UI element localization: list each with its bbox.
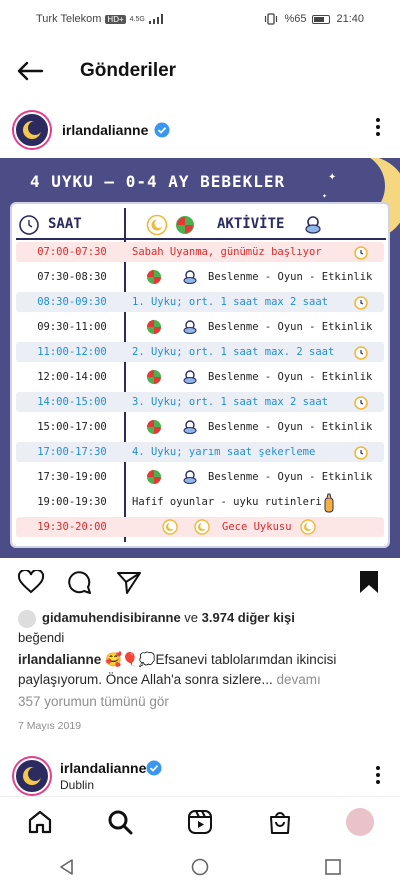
- pacifier-icon: [182, 269, 198, 285]
- moon-badge-icon: [146, 214, 168, 236]
- battery-icon: [312, 15, 330, 24]
- system-back-icon[interactable]: [58, 858, 76, 876]
- pacifier-icon: [182, 319, 198, 335]
- carrier-label: Turk Telekom: [36, 13, 102, 25]
- row-activity: Beslenme - Oyun - Etkinlik: [208, 271, 373, 283]
- page-header: [0, 46, 400, 96]
- row-time: 17:00-17:30: [37, 446, 107, 458]
- schedule-row: [16, 242, 384, 262]
- ball-icon: [146, 369, 162, 385]
- bottom-navigation: [0, 796, 400, 846]
- profile-avatar: [346, 808, 374, 836]
- verified-badge-icon: [146, 760, 162, 776]
- schedule-row: [16, 417, 384, 437]
- row-time: 19:30-20:00: [37, 521, 107, 533]
- column-activity-header: AKTİVİTE: [217, 216, 285, 232]
- schedule-row: [16, 292, 384, 312]
- column-time-header: SAAT: [48, 216, 82, 232]
- home-icon: [27, 809, 53, 835]
- caption-more-link[interactable]: devamı: [276, 672, 321, 687]
- caption-emojis: 🥰🎈💭: [105, 652, 156, 667]
- clock-icon: [18, 214, 40, 236]
- search-icon: [107, 809, 133, 835]
- ball-icon: [146, 419, 162, 435]
- arrow-left-icon: [16, 61, 44, 81]
- system-navigation: [0, 846, 400, 888]
- shopping-bag-icon: [267, 809, 293, 835]
- post-actions: [0, 566, 400, 602]
- page-title: Gönderiler: [80, 60, 177, 81]
- post-caption: [18, 650, 388, 690]
- vibrate-icon: [264, 13, 278, 25]
- schedule-board: [10, 202, 390, 548]
- row-activity: Beslenme - Oyun - Etkinlik: [208, 421, 373, 433]
- next-post-more-button[interactable]: [376, 766, 380, 789]
- next-post-username[interactable]: irlandalianne: [60, 760, 147, 776]
- signal-icon: [149, 14, 163, 24]
- nav-profile[interactable]: [340, 802, 380, 842]
- row-activity: 4. Uyku; yarım saat şekerleme: [132, 446, 316, 458]
- row-time: 14:00-15:00: [37, 396, 107, 408]
- row-time: 17:30-19:00: [37, 471, 107, 483]
- schedule-row: [16, 492, 384, 512]
- nav-search[interactable]: [100, 802, 140, 842]
- liker-avatar[interactable]: [18, 610, 36, 628]
- ball-icon: [146, 469, 162, 485]
- row-time: 15:00-17:00: [37, 421, 107, 433]
- post-date: 7 Mayıs 2019: [18, 720, 82, 732]
- pacifier-icon: [182, 469, 198, 485]
- row-time: 09:30-11:00: [37, 321, 107, 333]
- schedule-row: [16, 392, 384, 412]
- post-header: [0, 108, 400, 152]
- row-time: 08:30-09:30: [37, 296, 107, 308]
- caption-username[interactable]: irlandalianne: [18, 652, 102, 667]
- share-button[interactable]: [116, 570, 142, 599]
- comment-icon: [66, 570, 92, 594]
- header-divider: [16, 238, 386, 240]
- save-button[interactable]: [358, 570, 380, 599]
- schedule-header: [12, 208, 392, 240]
- nav-home[interactable]: [20, 802, 60, 842]
- svg-text:✦: ✦: [328, 172, 337, 183]
- row-activity: Sabah Uyanma, günümüz başlıyor: [132, 246, 322, 258]
- schedule-row: [16, 267, 384, 287]
- alarm-clock-icon: [352, 444, 370, 460]
- row-time: 12:00-14:00: [37, 371, 107, 383]
- like-button[interactable]: [18, 570, 44, 599]
- row-activity: 2. Uyku; ort. 1 saat max. 2 saat: [132, 346, 335, 358]
- svg-text:✦: ✦: [322, 194, 328, 200]
- liker-username[interactable]: gidamuhendisibiranne: [42, 610, 181, 625]
- likes-connector: ve: [180, 610, 202, 625]
- next-post-location[interactable]: Dublin: [60, 778, 95, 792]
- schedule-row: [16, 317, 384, 337]
- network-type: 4.5G: [129, 15, 145, 23]
- caption-text: Efsanevi tablolarımdan ikincisi paylaşıyorum. Önce Allah'a sonra sizlere...: [18, 652, 337, 687]
- row-time: 07:30-08:30: [37, 271, 107, 283]
- send-icon: [116, 570, 142, 594]
- image-title: 4 UYKU – 0-4 AY BEBEKLER: [30, 172, 286, 191]
- avatar[interactable]: [14, 758, 50, 794]
- post-username[interactable]: irlandalianne: [62, 122, 149, 138]
- status-bar: [0, 0, 400, 38]
- next-post-header: [0, 756, 400, 800]
- system-recents-icon[interactable]: [324, 858, 342, 876]
- row-activity: 3. Uyku; ort. 1 saat max 2 saat: [132, 396, 328, 408]
- post-image[interactable]: [0, 158, 400, 558]
- battery-percent: %65: [284, 13, 307, 25]
- row-activity: Beslenme - Oyun - Etkinlik: [208, 471, 373, 483]
- comment-button[interactable]: [66, 570, 92, 599]
- ball-icon: [174, 214, 196, 236]
- alarm-clock-icon: [352, 394, 370, 410]
- view-all-comments-link[interactable]: 357 yorumun tümünü gör: [18, 694, 169, 709]
- row-activity: Gece Uykusu: [222, 521, 292, 533]
- row-time: 11:00-12:00: [37, 346, 107, 358]
- alarm-clock-icon: [352, 294, 370, 310]
- likes-summary: [18, 608, 388, 648]
- nav-shop[interactable]: [260, 802, 300, 842]
- schedule-row: [16, 342, 384, 362]
- alarm-clock-icon: [352, 344, 370, 360]
- row-activity: Beslenme - Oyun - Etkinlik: [208, 321, 373, 333]
- likes-count[interactable]: 3.974 diğer kişi: [201, 610, 295, 625]
- moon-badge-icon: [194, 519, 210, 535]
- schedule-row: [16, 367, 384, 387]
- moon-icon: [21, 119, 43, 141]
- ball-icon: [146, 319, 162, 335]
- more-vertical-icon: [376, 766, 380, 784]
- bookmark-filled-icon: [358, 570, 380, 594]
- likes-suffix: beğendi: [18, 630, 65, 645]
- more-vertical-icon: [376, 118, 380, 136]
- alarm-clock-icon: [352, 244, 370, 260]
- pacifier-icon: [182, 369, 198, 385]
- schedule-row: [16, 517, 384, 537]
- row-time: 07:00-07:30: [37, 246, 107, 258]
- verified-badge-icon: [154, 122, 170, 138]
- clock: 21:40: [336, 13, 364, 25]
- avatar[interactable]: [14, 112, 50, 148]
- pacifier-icon: [182, 419, 198, 435]
- row-activity: Hafif oyunlar - uyku rutinleri: [132, 496, 322, 508]
- system-home-icon[interactable]: [191, 858, 209, 876]
- schedule-row: [16, 467, 384, 487]
- ball-icon: [146, 269, 162, 285]
- pacifier-icon: [302, 214, 324, 236]
- moon-badge-icon: [162, 519, 178, 535]
- network-badge: HD+: [107, 14, 124, 24]
- row-activity: Beslenme - Oyun - Etkinlik: [208, 371, 373, 383]
- heart-icon: [18, 570, 44, 594]
- post-more-button[interactable]: [376, 118, 380, 141]
- back-button[interactable]: [0, 46, 60, 96]
- moon-badge-icon: [300, 519, 316, 535]
- nav-reels[interactable]: [180, 802, 220, 842]
- schedule-row: [16, 442, 384, 462]
- baby-bottle-icon: [322, 492, 336, 514]
- row-activity: 1. Uyku; ort. 1 saat max 2 saat: [132, 296, 328, 308]
- moon-icon: [21, 765, 43, 787]
- reels-icon: [187, 809, 213, 835]
- row-time: 19:00-19:30: [37, 496, 107, 508]
